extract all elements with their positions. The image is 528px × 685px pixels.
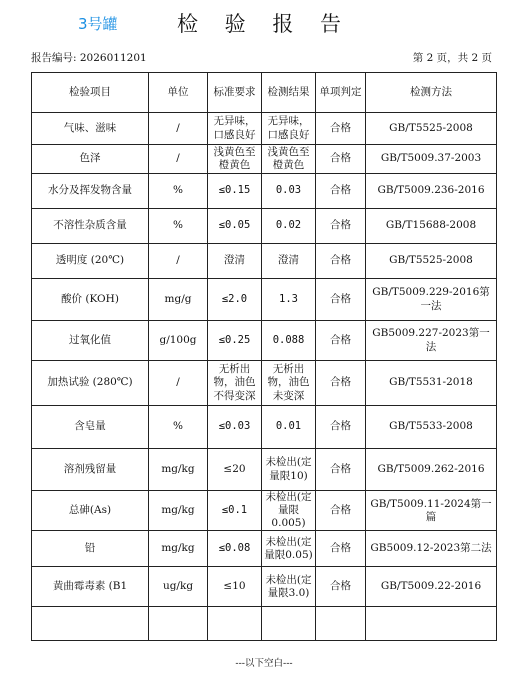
verdict-cell: 合格 bbox=[316, 244, 366, 279]
table-row bbox=[32, 321, 497, 361]
verdict-cell: 合格 bbox=[316, 145, 366, 174]
table-row bbox=[32, 406, 497, 449]
report-number: 报告编号: 2026011201 bbox=[31, 52, 147, 64]
requirement-cell: 浅黄色至橙黄色 bbox=[208, 145, 262, 174]
result-cell: 澄清 bbox=[262, 244, 316, 279]
verdict-cell: 合格 bbox=[316, 279, 366, 321]
table-row bbox=[32, 145, 497, 174]
unit-cell: / bbox=[149, 113, 208, 145]
result-cell: 0.02 bbox=[262, 209, 316, 244]
item-cell: 色泽 bbox=[32, 145, 149, 174]
unit-cell: mg/g bbox=[149, 279, 208, 321]
unit-cell: ug/kg bbox=[149, 567, 208, 607]
requirement-cell: ≤0.03 bbox=[208, 406, 262, 449]
table-row bbox=[32, 244, 497, 279]
unit-cell: / bbox=[149, 145, 208, 174]
result-cell: 0.01 bbox=[262, 406, 316, 449]
result-cell: 未检出(定量限0.005) bbox=[262, 491, 316, 531]
method-cell: GB/T5531-2018 bbox=[366, 361, 497, 406]
item-cell: 溶剂残留量 bbox=[32, 449, 149, 491]
table-row bbox=[32, 279, 497, 321]
item-cell: 酸价 (KOH) bbox=[32, 279, 149, 321]
table-row bbox=[32, 449, 497, 491]
result-cell: 0.03 bbox=[262, 174, 316, 209]
end-of-report-note: ---以下空白--- bbox=[235, 658, 293, 669]
unit-cell: % bbox=[149, 209, 208, 244]
method-cell: GB/T5009.11-2024第一篇 bbox=[366, 491, 497, 531]
table-row bbox=[32, 174, 497, 209]
column-header: 检测方法 bbox=[366, 73, 497, 113]
unit-cell: / bbox=[149, 244, 208, 279]
requirement-cell: ≤2.0 bbox=[208, 279, 262, 321]
requirement-cell: ≤20 bbox=[208, 449, 262, 491]
verdict-cell: 合格 bbox=[316, 491, 366, 531]
result-cell: 未检出(定量限3.0) bbox=[262, 567, 316, 607]
column-header: 标准要求 bbox=[208, 73, 262, 113]
requirement-cell: ≤10 bbox=[208, 567, 262, 607]
table-row bbox=[32, 113, 497, 145]
item-cell: 过氧化值 bbox=[32, 321, 149, 361]
result-cell: 未检出(定量限0.05) bbox=[262, 531, 316, 567]
method-cell: GB5009.12-2023第二法 bbox=[366, 531, 497, 567]
table-row bbox=[32, 567, 497, 607]
item-cell: 不溶性杂质含量 bbox=[32, 209, 149, 244]
verdict-cell: 合格 bbox=[316, 361, 366, 406]
table-header-row bbox=[32, 73, 497, 113]
unit-cell: mg/kg bbox=[149, 449, 208, 491]
report-title: 检 验 报 告 bbox=[176, 12, 352, 36]
table-row bbox=[32, 531, 497, 567]
item-cell: 总砷(As) bbox=[32, 491, 149, 531]
table-row bbox=[32, 209, 497, 244]
requirement-cell: ≤0.05 bbox=[208, 209, 262, 244]
requirement-cell: 澄清 bbox=[208, 244, 262, 279]
column-header: 检验项目 bbox=[32, 73, 149, 113]
method-cell: GB/T5009.229-2016第一法 bbox=[366, 279, 497, 321]
verdict-cell: 合格 bbox=[316, 174, 366, 209]
requirement-cell: ≤0.08 bbox=[208, 531, 262, 567]
method-cell: GB/T5009.236-2016 bbox=[366, 174, 497, 209]
item-cell: 水分及挥发物含量 bbox=[32, 174, 149, 209]
item-cell: 含皂量 bbox=[32, 406, 149, 449]
page-number: 第 2 页，共 2 页 bbox=[412, 52, 492, 64]
item-cell: 气味、滋味 bbox=[32, 113, 149, 145]
verdict-cell: 合格 bbox=[316, 531, 366, 567]
requirement-cell: ≤0.15 bbox=[208, 174, 262, 209]
column-header: 单位 bbox=[149, 73, 208, 113]
unit-cell: mg/kg bbox=[149, 531, 208, 567]
requirement-cell: ≤0.1 bbox=[208, 491, 262, 531]
method-cell: GB/T5525-2008 bbox=[366, 244, 497, 279]
column-header: 单项判定 bbox=[316, 73, 366, 113]
verdict-cell: 合格 bbox=[316, 449, 366, 491]
unit-cell: / bbox=[149, 361, 208, 406]
item-cell: 透明度 (20℃) bbox=[32, 244, 149, 279]
requirement-cell: 无异味，口感良好 bbox=[208, 113, 262, 145]
result-cell: 无异味，口感良好 bbox=[262, 113, 316, 145]
unit-cell: % bbox=[149, 406, 208, 449]
result-cell: 0.088 bbox=[262, 321, 316, 361]
unit-cell: mg/kg bbox=[149, 491, 208, 531]
method-cell: GB/T5009.22-2016 bbox=[366, 567, 497, 607]
result-cell: 浅黄色至橙黄色 bbox=[262, 145, 316, 174]
inspection-table bbox=[31, 72, 497, 641]
verdict-cell: 合格 bbox=[316, 209, 366, 244]
item-cell: 铅 bbox=[32, 531, 149, 567]
method-cell: GB/T5525-2008 bbox=[366, 113, 497, 145]
verdict-cell: 合格 bbox=[316, 406, 366, 449]
method-cell: GB/T5009.37-2003 bbox=[366, 145, 497, 174]
method-cell: GB/T15688-2008 bbox=[366, 209, 497, 244]
column-header: 检测结果 bbox=[262, 73, 316, 113]
verdict-cell: 合格 bbox=[316, 567, 366, 607]
method-cell: GB/T5533-2008 bbox=[366, 406, 497, 449]
tank-label: 3号罐 bbox=[78, 15, 118, 33]
unit-cell: g/100g bbox=[149, 321, 208, 361]
unit-cell: % bbox=[149, 174, 208, 209]
method-cell: GB/T5009.262-2016 bbox=[366, 449, 497, 491]
table-row bbox=[32, 491, 497, 531]
method-cell: GB5009.227-2023第一法 bbox=[366, 321, 497, 361]
empty-row bbox=[32, 607, 497, 641]
result-cell: 未检出(定量限10) bbox=[262, 449, 316, 491]
item-cell: 黄曲霉毒素 (B1 bbox=[32, 567, 149, 607]
verdict-cell: 合格 bbox=[316, 321, 366, 361]
requirement-cell: ≤0.25 bbox=[208, 321, 262, 361]
result-cell: 无析出物，油色未变深 bbox=[262, 361, 316, 406]
result-cell: 1.3 bbox=[262, 279, 316, 321]
requirement-cell: 无析出物，油色不得变深 bbox=[208, 361, 262, 406]
item-cell: 加热试验 (280℃) bbox=[32, 361, 149, 406]
verdict-cell: 合格 bbox=[316, 113, 366, 145]
table-row bbox=[32, 361, 497, 406]
